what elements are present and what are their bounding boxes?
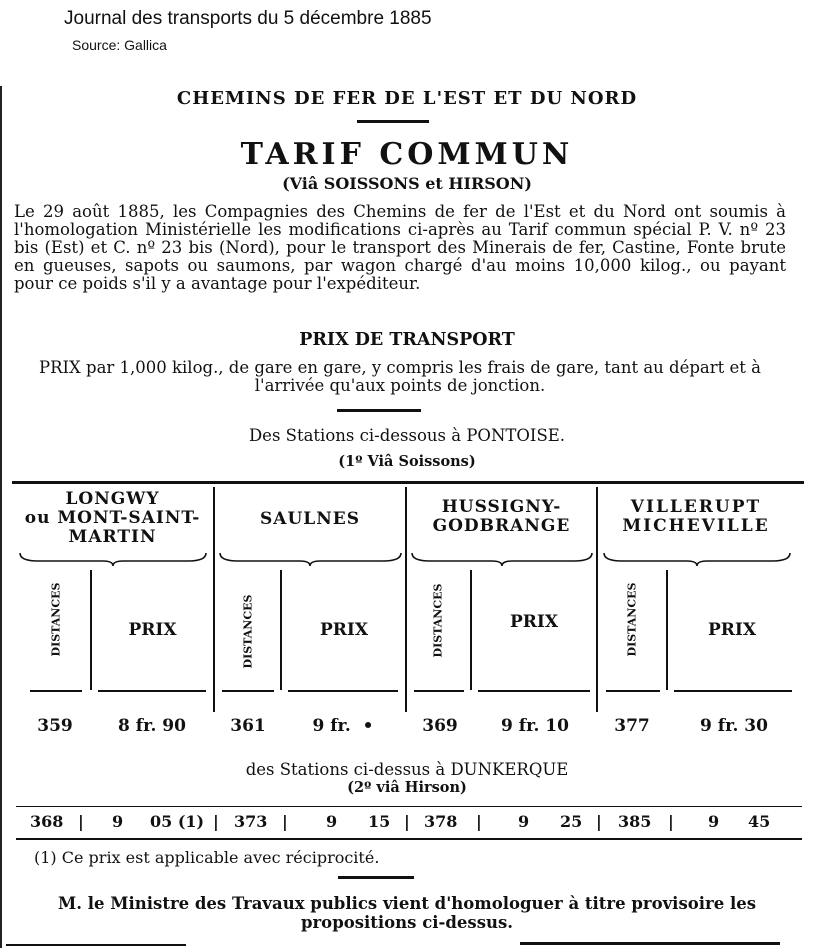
distance-value: 377 <box>614 716 650 736</box>
prix-header: PRIX <box>707 620 757 640</box>
dunkerque-distance: 378 <box>424 812 458 831</box>
dist-rule <box>606 690 660 692</box>
prix-description: PRIX par 1,000 kilog., de gare en gare, y compris les frais de gare, tant au départ et à l'arrivée qu'aux points de jonction. <box>38 358 762 395</box>
column-name: SAULNES <box>259 509 361 529</box>
prix-header: PRIX <box>509 612 559 632</box>
stations-pontoise: Des Stations ci-dessous à PONTOISE. <box>248 426 566 445</box>
distance-value: 361 <box>230 716 266 736</box>
dunkerque-distance: 368 <box>30 812 64 831</box>
table-column-hussigny <box>407 498 596 536</box>
homologation-notice: M. le Ministre des Travaux publics vient d'homologuer à titre provisoire les propositions ci-dessus. <box>57 894 757 932</box>
row-separator: | <box>404 812 410 831</box>
column-name: HUSSIGNY- GODBRANGE <box>432 497 571 536</box>
prix-header: PRIX <box>319 620 369 640</box>
source-note: Source: Gallica <box>72 37 167 53</box>
stations-dunkerque: des Stations ci-dessus à DUNKERQUE <box>245 760 569 779</box>
tariff-title: TARIF COMMUN <box>240 137 574 172</box>
row-separator: | <box>78 812 84 831</box>
row-separator: | <box>596 812 602 831</box>
distances-label: DISTANCES <box>49 582 63 657</box>
column-name: LONGWY ou MONT-SAINT- MARTIN <box>24 489 201 547</box>
dunkerque-cents: 25 <box>560 812 583 831</box>
distance-value: 369 <box>422 716 458 736</box>
table-column-longwy <box>14 490 211 547</box>
dunkerque-francs: 9 <box>518 812 530 831</box>
prix-rule <box>98 690 206 692</box>
final-divider <box>338 876 414 879</box>
subcol-divider-1 <box>90 570 92 690</box>
brace-hussigny <box>410 551 594 567</box>
prix-rule <box>288 690 398 692</box>
dist-rule <box>30 690 82 692</box>
prix-header: PRIX <box>128 620 177 640</box>
dunkerque-francs: 9 <box>708 812 720 831</box>
via-soissons: (1º Viâ Soissons) <box>338 453 476 470</box>
table-column-saulnes <box>215 510 405 529</box>
dunkerque-cents: 45 <box>748 812 771 831</box>
price-value: 8 fr. 90 <box>118 716 186 736</box>
intro-paragraph: Le 29 août 1885, les Compagnies des Chemins de fer de l'Est et du Nord ont soumis à l'homologation Ministérielle les modifications ci-après au Tarif commun spécial P. V. nº 23 bis (Est) et C. nº 23 bis (Nord), pour le transport des Minerais de fer, Castine, Fonte brute en gueuses, sapots ou saumons, par wagon chargé d'au moins 10,000 kilog., ou payant pour ce poids s'il y a avantage pour l'expéditeur. <box>14 202 786 293</box>
dunkerque-francs: 9 <box>326 812 338 831</box>
tariff-subtitle: (Viâ SOISSONS et HIRSON) <box>282 174 532 193</box>
dunkerque-cents: 05 (1) <box>150 812 205 831</box>
bottom-rule-left <box>6 944 186 946</box>
brace-longwy <box>18 551 208 567</box>
caption: Journal des transports du 5 décembre 1885 <box>64 8 432 29</box>
prix-rule <box>674 690 792 692</box>
distance-value: 359 <box>37 716 73 736</box>
dunkerque-top-rule <box>16 806 802 807</box>
price-value: 9 fr. • <box>312 716 374 736</box>
row-separator: | <box>476 812 482 831</box>
brace-saulnes <box>218 551 403 567</box>
prix-divider <box>337 409 421 412</box>
row-separator: | <box>213 812 219 831</box>
distances-label: DISTANCES <box>431 583 445 658</box>
subcol-divider-2 <box>280 570 282 690</box>
dist-rule <box>222 690 274 692</box>
via-hirson: (2º viâ Hirson) <box>347 779 467 796</box>
subcol-divider-3 <box>470 570 472 690</box>
brace-villerupt <box>602 551 792 567</box>
subcol-divider-4 <box>666 570 668 690</box>
dunkerque-bottom-rule <box>16 838 802 840</box>
header-divider <box>357 120 429 123</box>
price-value: 9 fr. 10 <box>501 716 569 736</box>
price-value: 9 fr. 30 <box>700 716 768 736</box>
column-name: VILLERUPT MICHEVILLE <box>622 497 770 536</box>
distances-label: DISTANCES <box>241 594 255 669</box>
dunkerque-francs: 9 <box>112 812 124 831</box>
table-top-rule <box>12 481 804 484</box>
bottom-rule-right <box>520 942 780 945</box>
dunkerque-distance: 373 <box>234 812 268 831</box>
dunkerque-distance: 385 <box>618 812 652 831</box>
distances-label: DISTANCES <box>625 582 639 657</box>
railway-header: CHEMINS DE FER DE L'EST ET DU NORD <box>176 88 638 109</box>
table-column-villerupt <box>598 498 794 536</box>
dist-rule <box>414 690 464 692</box>
prix-rule <box>478 690 590 692</box>
row-separator: | <box>668 812 674 831</box>
row-separator: | <box>282 812 288 831</box>
dunkerque-cents: 15 <box>368 812 391 831</box>
footnote: (1) Ce prix est applicable avec réciprocité. <box>34 848 380 867</box>
prix-title: PRIX DE TRANSPORT <box>299 330 515 350</box>
page-edge-line <box>0 86 2 948</box>
